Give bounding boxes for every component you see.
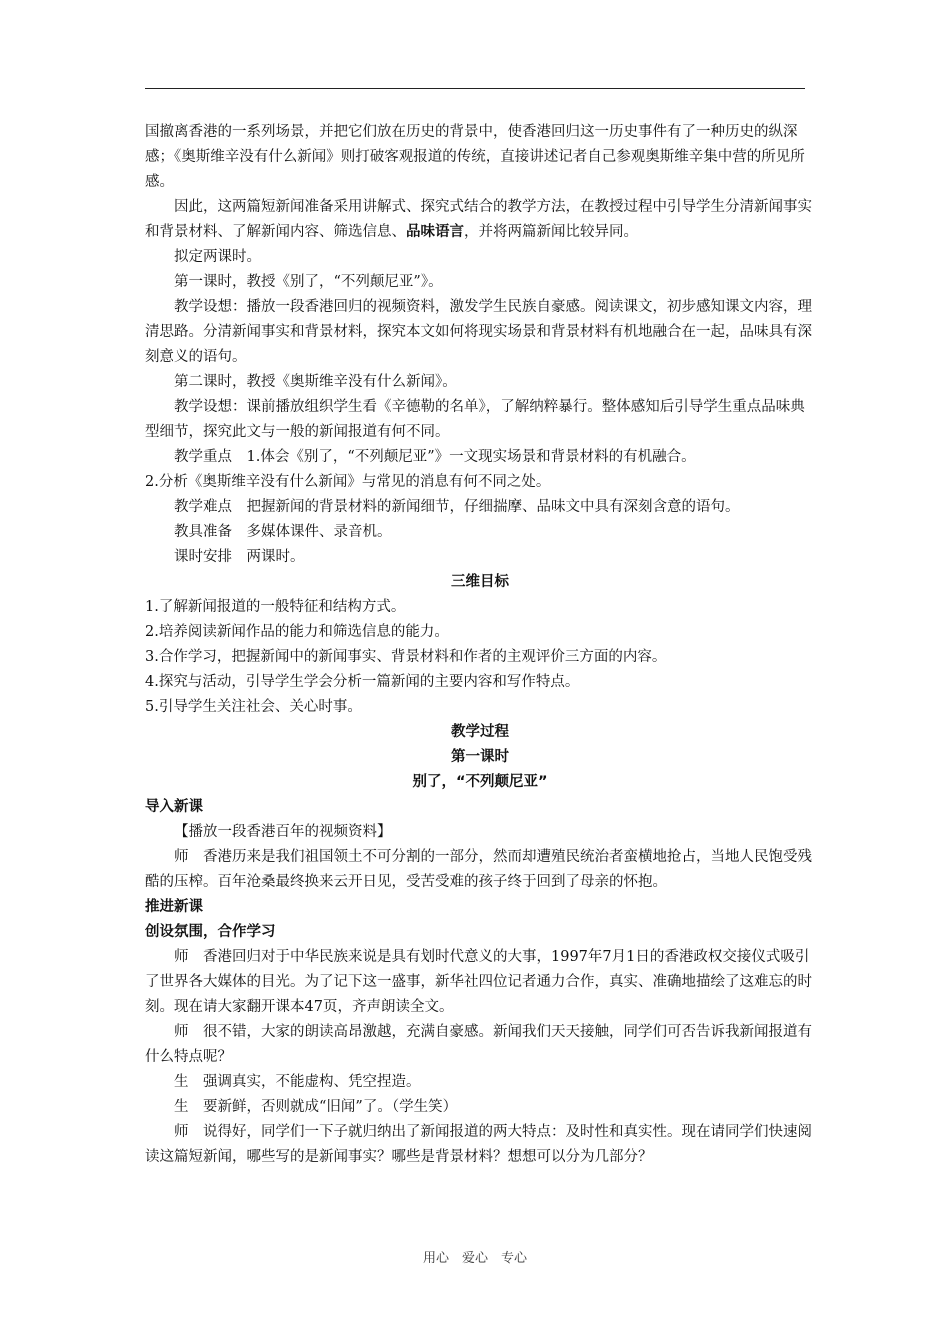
goal-item: 5.引导学生关注社会、关心时事。 [145,699,362,715]
header-rule [145,88,805,89]
advance-heading: 推进新课 [145,899,203,915]
intro-note: 【播放一段香港百年的视频资料】 [174,824,392,840]
atmosphere-heading: 创设氛围，合作学习 [145,924,276,940]
paragraph-method: 因此，这两篇短新闻准备采用讲解式、探究式结合的教学方法，在教授过程中引导学生分清新闻事实和背景材料、了解新闻内容、筛选信息、品味语言，并将两篇新闻比较异同。 [145,199,812,240]
document-body [145,120,815,1170]
process-heading: 教学过程 [451,724,509,740]
lesson-heading: 第一课时 [451,749,509,765]
paragraph-key-point-2: 2.分析《奥斯维辛没有什么新闻》与常见的消息有何不同之处。 [145,474,551,490]
goal-item: 3.合作学习，把握新闻中的新闻事实、背景材料和作者的主观评价三方面的内容。 [145,649,667,665]
goals-heading: 三维目标 [451,574,509,590]
paragraph-lesson-one: 第一课时，教授《别了，“不列颠尼亚”》。 [174,274,443,290]
paragraph-idea-two: 教学设想：课前播放组织学生看《辛德勒的名单》，了解纳粹暴行。整体感知后引导学生重点品味典型细节，探究此文与一般的新闻报道有何不同。 [145,399,805,440]
paragraph-plan: 拟定两课时。 [174,249,261,265]
bold-phrase: 品味语言 [406,224,464,240]
intro-heading: 导入新课 [145,799,203,815]
dialogue-line: 师 香港回归对于中华民族来说是具有划时代意义的大事，1997年7月1日的香港政权交接仪式吸引了世界各大媒体的目光。为了记下这一盛事，新华社四位记者通力合作，真实、准确地描绘了这难忘的时刻。现在请大家翻开课本47页，齐声朗读全文。 [145,949,812,1015]
dialogue-line: 师 很不错，大家的朗读高昂激越，充满自豪感。新闻我们天天接触，同学们可否告诉我新闻报道有什么特点呢？ [145,1024,812,1065]
lesson-title: 别了，“不列颠尼亚” [412,774,548,790]
page-footer: 用心 爱心 专心 [422,1251,527,1266]
dialogue-line: 师 说得好，同学们一下子就归纳出了新闻报道的两大特点：及时性和真实性。现在请同学们快速阅读这篇短新闻，哪些写的是新闻事实？哪些是背景材料？想想可以分为几部分？ [145,1124,812,1165]
paragraph-schedule: 课时安排 两课时。 [174,549,305,565]
goal-item: 1.了解新闻报道的一般特征和结构方式。 [145,599,406,615]
paragraph-tools: 教具准备 多媒体课件、录音机。 [174,524,392,540]
paragraph-difficulty: 教学难点 把握新闻的背景材料的新闻细节，仔细揣摩、品味文中具有深刻含意的语句。 [174,499,740,515]
goal-item: 4.探究与活动，引导学生学会分析一篇新闻的主要内容和写作特点。 [145,674,580,690]
dialogue-line: 生 强调真实，不能虚构、凭空捏造。 [174,1074,421,1090]
paragraph-lesson-two: 第二课时，教授《奥斯维辛没有什么新闻》。 [174,374,457,390]
intro-paragraph: 师 香港历来是我们祖国领土不可分割的一部分，然而却遭殖民统治者蛮横地抢占，当地人民饱受残酷的压榨。百年沧桑最终换来云开日见，受苦受难的孩子终于回到了母亲的怀抱。 [145,849,812,890]
paragraph-idea-one: 教学设想：播放一段香港回归的视频资料，激发学生民族自豪感。阅读课文，初步感知课文内容，理清思路。分清新闻事实和背景材料，探究本文如何将现实场景和背景材料有机地融合在一起，品味具有深刻意义的语句。 [145,299,812,365]
dialogue-line: 生 要新鲜，否则就成“旧闻”了。（学生笑） [174,1099,458,1115]
paragraph-continuation: 国撤离香港的一系列场景，并把它们放在历史的背景中，使香港回归这一历史事件有了一种历史的纵深感；《奥斯维辛没有什么新闻》则打破客观报道的传统，直接讲述记者自己参观奥斯维辛集中营的所见所感。 [145,124,805,190]
paragraph-key-point: 教学重点 1.体会《别了，“不列颠尼亚”》一文现实场景和背景材料的有机融合。 [174,449,696,465]
goal-item: 2.培养阅读新闻作品的能力和筛选信息的能力。 [145,624,449,640]
